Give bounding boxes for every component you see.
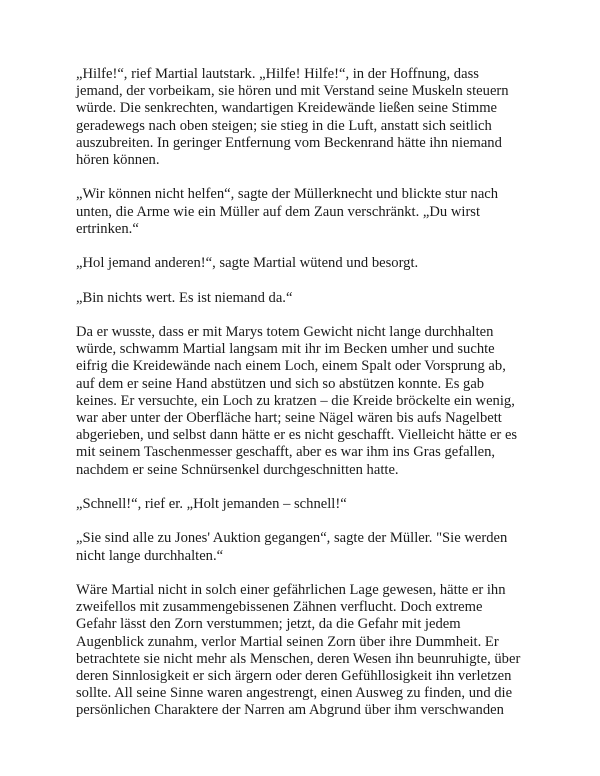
paragraph-6: „Schnell!“, rief er. „Holt jemanden – schnell!“ — [76, 496, 347, 512]
body-text — [76, 66, 522, 737]
paragraph-3: „Hol jemand anderen!“, sagte Martial wütend und besorgt. — [76, 255, 419, 272]
paragraph-8: Wäre Martial nicht in solch einer gefährlichen Lage gewesen, hätte er ihn zweifellos mit zusammengebissenen Zähnen verflucht. Doch extreme Gefahr lässt den Zorn verstummen; jetzt, da die Gefahr mit jedem Augenblick zunahm, verlor Martial seinen Zorn über ihre Dummheit. Er betrachtete sie nicht mehr als Menschen, deren Wesen ihn beunruhigte, über deren Sinnlosigkeit er sich ärgern oder deren Gefühllosigkeit ihn verletzen sollte. All seine Sinne waren angestrengt, einen Ausweg zu finden, und die persönlichen Charaktere der Narren am Abgrund über ihm verschwanden — [76, 581, 521, 719]
paragraph-2: „Wir können nicht helfen“, sagte der Müllerknecht und blickte stur nach unten, die Arme wie ein Müller auf dem Zaun verschränkt. „Du wirst ertrinken.“ — [76, 186, 499, 237]
paragraph-7: „Sie sind alle zu Jones' Auktion gegangen“, sagte der Müller. "Sie werden nicht lange durchhalten.“ — [76, 530, 508, 564]
paragraph-1: „Hilfe!“, rief Martial lautstark. „Hilfe! Hilfe!“, in der Hoffnung, dass jemand, der vorbeikam, sie hören und mit Verstand seine Muskeln steuern würde. Die senkrechten, wandartigen Kreidewände ließen seine Stimme geradewegs nach oben steigen; sie stieg in die Luft, anstatt sich seitlich auszubreiten. In geringer Entfernung vom Beckenrand hätte ihn niemand hören können. — [76, 66, 509, 169]
paragraph-4: „Bin nichts wert. Es ist niemand da.“ — [76, 289, 293, 306]
paragraph-5: Da er wusste, dass er mit Marys totem Gewicht nicht lange durchhalten würde, schwamm Martial langsam mit ihr im Becken umher und suchte eifrig die Kreidewände nach einem Loch, einem Spalt oder Vorsprung ab, auf dem er seine Hand abstützen und sich so abstützen konnte. Es gab keines. Er versuchte, ein Loch zu kratzen – die Kreide bröckelte ein wenig, war aber unter der Oberfläche hart; seine Nägel wären bis aufs Nagelbett abgerieben, und selbst dann hätte er es nicht geschafft. Vielleicht hätte er es mit seinem Taschenmesser geschafft, aber es war ihm ins Gras gefallen, nachdem er seine Schnürsenkel durchgeschnitten hatte. — [76, 323, 518, 478]
